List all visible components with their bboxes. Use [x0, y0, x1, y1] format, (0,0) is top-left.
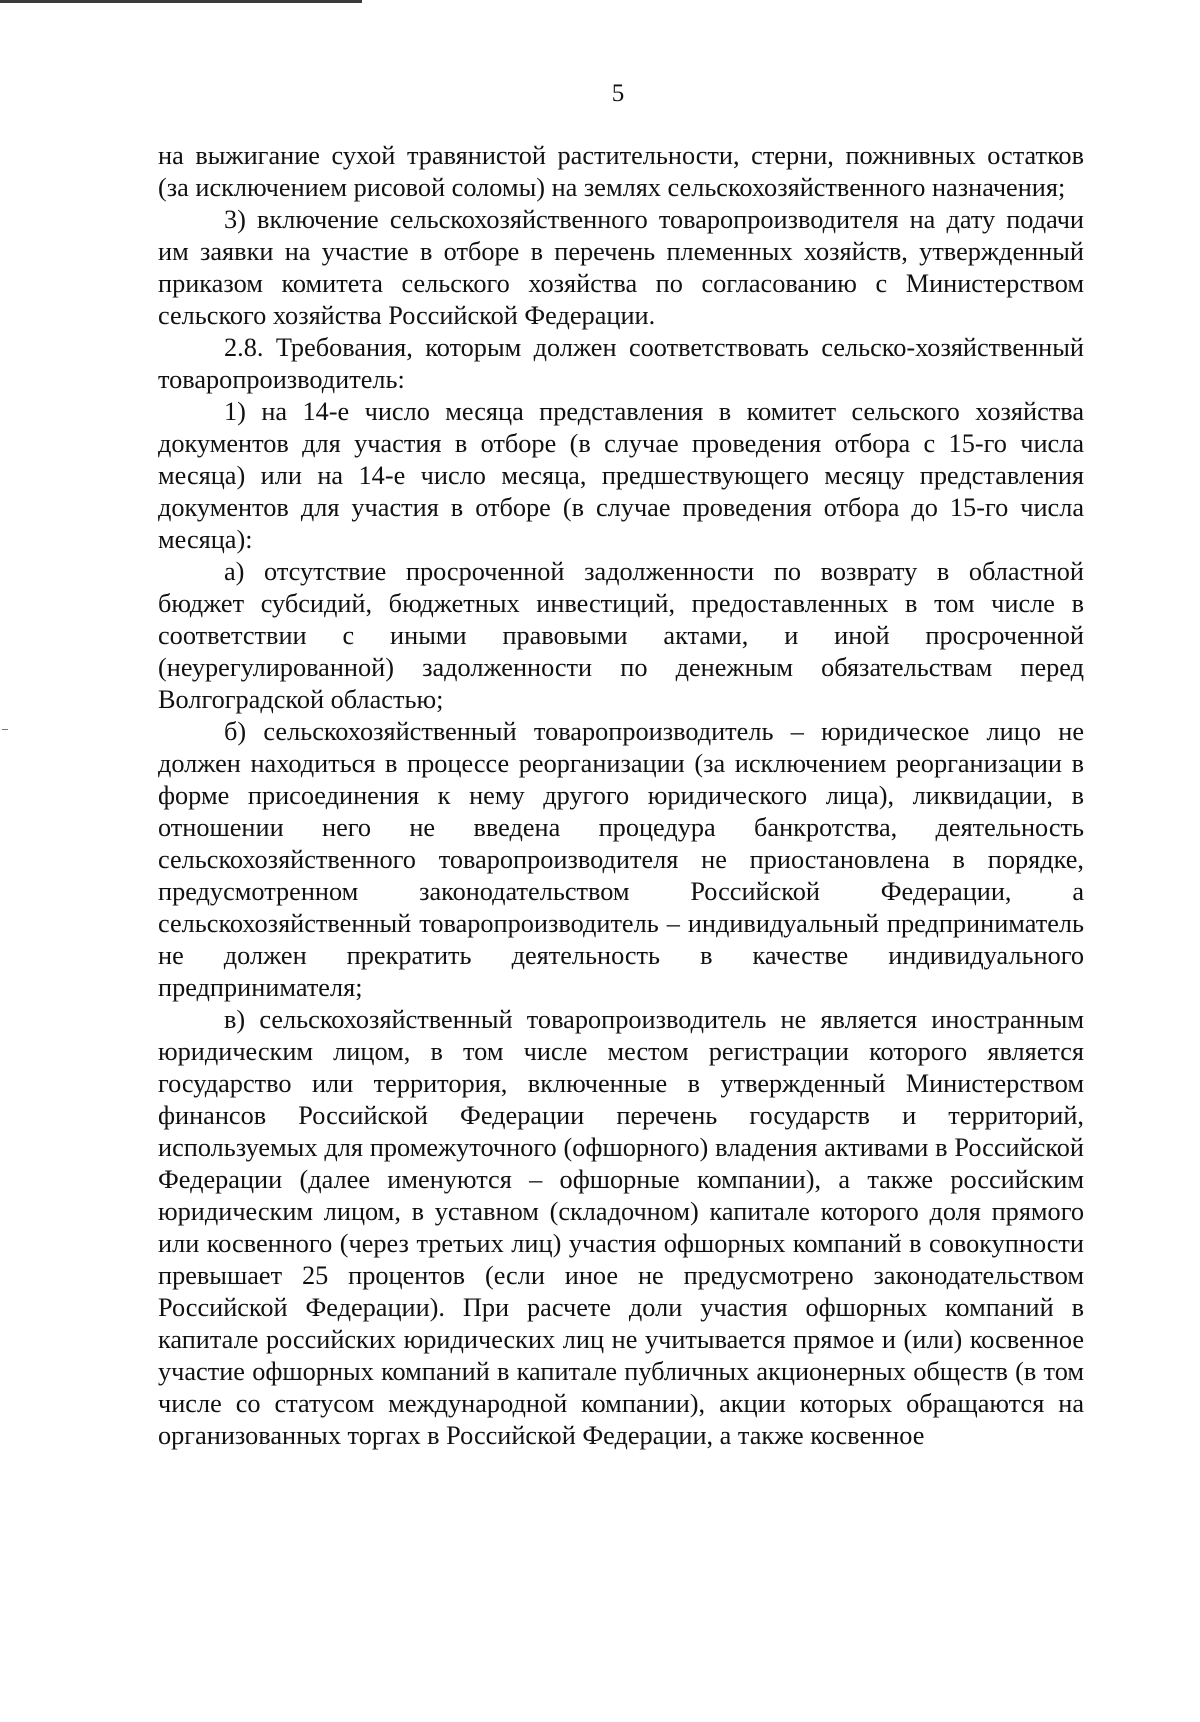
paragraph-item-v: в) сельскохозяйственный товаропроизводитель не является иностранным юридическим лицом, в том числе местом регистрации которого является государство или территория, включенные в утвержденный Министерством финансов Российской Федерации перечень государств и территорий, используемых для промежуточного (офшорного) владения активами в Российской Федерации (далее именуются – офшорные компании), а также российским юридическим лицом, в уставном (складочном) капитале которого доля прямого или косвенного (через третьих лиц) участия офшорных компаний в совокупности превышает 25 процентов (если иное не предусмотрено законодательством Российской Федерации). При расчете доли участия офшорных компаний в капитале российских юридических лиц не учитывается прямое и (или) косвенное участие офшорных компаний в капитале публичных акционерных обществ (в том числе со статусом международной компании), акции которых обращаются на организованных торгах в Российской Федерации, а также косвенное	[158, 1005, 1084, 1450]
paragraph-item-b: б) сельскохозяйственный товаропроизводитель – юридическое лицо не должен находиться в процессе реорганизации (за исключением реорганизации в форме присоединения к нему другого юридического лица), ликвидации, в отношении него не введена процедура банкротства, деятельность сельскохозяйственного товаропроизводителя не приостановлена в порядке, предусмотренном законодательством Российской Федерации, а сельскохозяйственный товаропроизводитель – индивидуальный предприниматель не должен прекратить деятельность в качестве индивидуального предпринимателя;	[158, 717, 1084, 1002]
scan-edge-line	[0, 0, 362, 3]
paragraph-section-2-8: 2.8. Требования, которым должен соответствовать сельско-хозяйственный товаропроизводитель:	[158, 333, 1084, 394]
paragraph-item-3: 3) включение сельскохозяйственного товаропроизводителя на дату подачи им заявки на участие в отборе в перечень племенных хозяйств, утвержденный приказом комитета сельского хозяйства по согласованию с Министерством сельского хозяйства Российской Федерации.	[158, 205, 1084, 330]
paragraph-item-a: а) отсутствие просроченной задолженности по возврату в областной бюджет субсидий, бюджетных инвестиций, предоставленных в том числе в соответствии с иными правовыми актами, и иной просроченной (неурегулированной) задолженности по денежным обязательствам перед Волгоградской областью;	[158, 557, 1084, 714]
page-number: 5	[611, 80, 625, 107]
margin-scan-mark	[2, 729, 8, 730]
paragraph-continuation: на выжигание сухой травянистой растительности, стерни, пожнивных остатков (за исключением рисовой соломы) на землях сельскохозяйственного назначения;	[158, 141, 1084, 202]
document-body	[158, 140, 1084, 1452]
paragraph-item-1: 1) на 14-е число месяца представления в комитет сельского хозяйства документов для участия в отборе (в случае проведения отбора с 15-го числа месяца) или на 14-е число месяца, предшествующего месяцу представления документов для участия в отборе (в случае проведения отбора до 15-го числа месяца):	[158, 397, 1084, 554]
